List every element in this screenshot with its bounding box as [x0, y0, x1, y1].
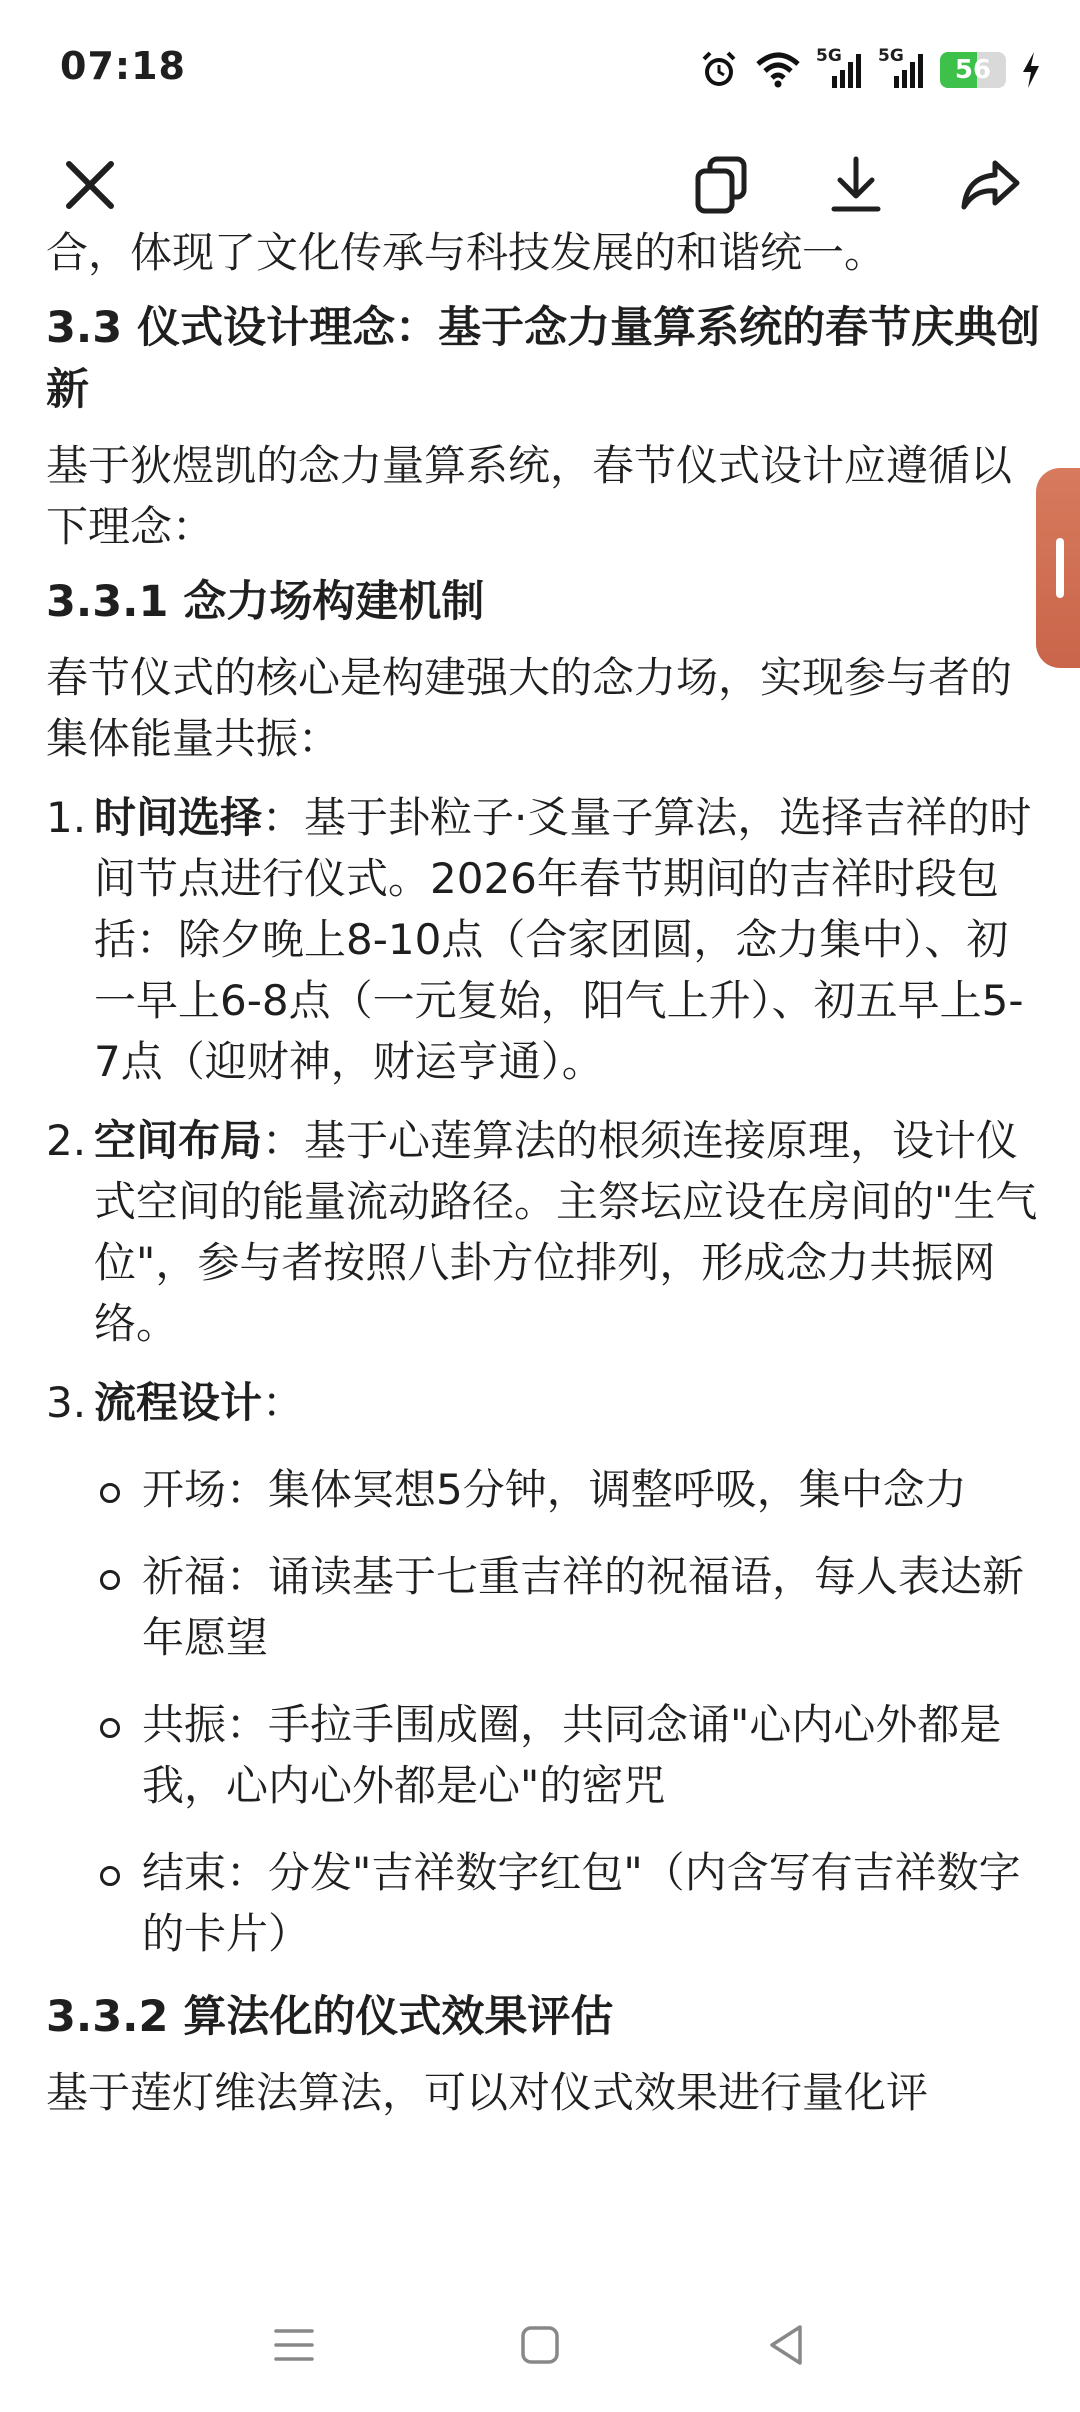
sublist-item: 结束：分发"吉祥数字红包"（内含写有吉祥数字的卡片）: [94, 1842, 1046, 1964]
share-icon: [959, 157, 1021, 213]
list-item-title: 时间选择: [94, 793, 263, 842]
scroll-handle[interactable]: [1036, 468, 1080, 668]
signal-bars-icon: [878, 48, 926, 92]
copy-button[interactable]: [686, 149, 758, 221]
paragraph-3-3-2-partial: 基于莲灯维法算法，可以对仪式效果进行量化评: [46, 2068, 929, 2117]
menu-button[interactable]: [264, 2320, 324, 2370]
heading-3-3: 3.3 仪式设计理念：基于念力量算系统的春节庆典创新: [46, 303, 1041, 415]
system-nav-bar: [0, 2280, 1080, 2412]
flow-sublist: [94, 1459, 1046, 1964]
copy-icon: [694, 155, 750, 215]
signal-bars-icon: [816, 48, 864, 92]
paragraph-3-3: 基于狄煜凯的念力量算系统，春节仪式设计应遵循以下理念：: [46, 441, 1013, 551]
scroll-grip: [1056, 538, 1064, 598]
menu-icon: [272, 2325, 316, 2365]
list-item-title: 空间布局: [94, 1116, 263, 1165]
share-button[interactable]: [954, 149, 1026, 221]
content-fade: [0, 2240, 1080, 2280]
steps-list: [46, 787, 1046, 1964]
sublist-item: 开场：集体冥想5分钟，调整呼吸，集中念力: [94, 1459, 1046, 1520]
list-number: 2.: [46, 1116, 87, 1165]
signal-2: [878, 48, 926, 92]
list-item: [46, 787, 1046, 1092]
alarm-icon: [698, 49, 740, 91]
top-toolbar: [0, 135, 1080, 235]
signal-1: [816, 48, 864, 92]
wifi-icon: [754, 50, 802, 90]
sublist-item: 祈福：诵读基于七重吉祥的祝福语，每人表达新年愿望: [94, 1546, 1046, 1668]
list-item-text: ：基于心莲算法的根须连接原理，设计仪式空间的能量流动路径。主祭坛应设在房间的"生气位"，参与者按照八卦方位排列，形成念力共振网络。: [94, 1116, 1038, 1348]
download-icon: [828, 155, 884, 215]
paragraph-3-3-1: 春节仪式的核心是构建强大的念力场，实现参与者的集体能量共振：: [46, 653, 1013, 763]
battery-percent: 56: [954, 55, 992, 85]
list-item: [46, 1110, 1046, 1354]
close-icon: [63, 158, 117, 212]
heading-3-3-1: 3.3.1 念力场构建机制: [46, 577, 485, 627]
network-label-2: 5G: [878, 46, 904, 66]
home-icon: [519, 2324, 561, 2366]
charging-icon: [1020, 50, 1042, 90]
battery-indicator: [940, 52, 1006, 88]
list-number: 3.: [46, 1378, 87, 1427]
list-item: [46, 1372, 1046, 1964]
paragraph-intro-tail: 合，体现了文化传承与科技发展的和谐统一。: [46, 228, 887, 277]
network-label-1: 5G: [816, 46, 842, 66]
close-button[interactable]: [54, 149, 126, 221]
back-icon: [766, 2323, 806, 2367]
download-button[interactable]: [820, 149, 892, 221]
list-item-text: ：: [262, 1378, 305, 1427]
list-item-title: 流程设计: [94, 1378, 263, 1427]
list-item-text: ：基于卦粒子·爻量子算法，选择吉祥的时间节点进行仪式。2026年春节期间的吉祥时段包括：除夕晚上8-10点（合家团圆，念力集中）、初一早上6-8点（一元复始，阳气上升）、初五早上5-7点（迎财神，财运亨通）。: [94, 793, 1032, 1086]
back-button[interactable]: [756, 2320, 816, 2370]
sublist-item: 共振：手拉手围成圈，共同念诵"心内心外都是我，心内心外都是心"的密咒: [94, 1694, 1046, 1816]
home-button[interactable]: [510, 2320, 570, 2370]
status-bar: [0, 0, 1080, 135]
list-number: 1.: [46, 793, 87, 842]
article-content: [46, 222, 1046, 2277]
clock: 07:18: [60, 44, 186, 88]
status-icons: [698, 40, 1042, 100]
heading-3-3-2: 3.3.2 算法化的仪式效果评估: [46, 1992, 614, 2042]
